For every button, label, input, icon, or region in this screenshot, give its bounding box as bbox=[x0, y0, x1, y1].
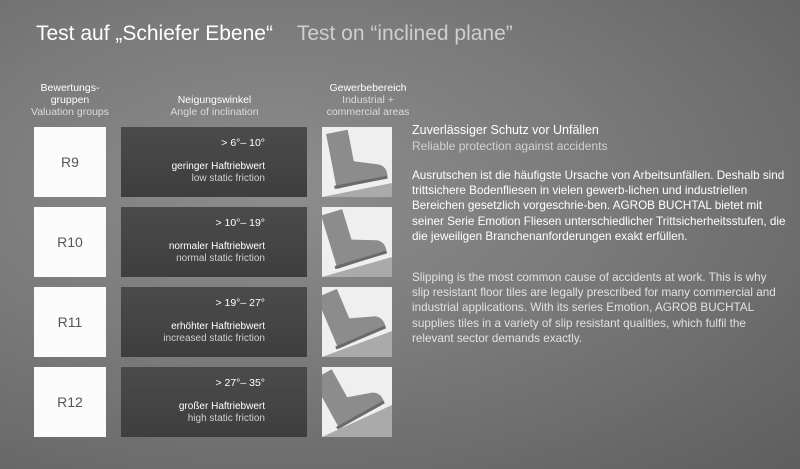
title-german: Test auf „Schiefer Ebene“ bbox=[36, 22, 273, 45]
header-area-de: Gewerbebereich bbox=[329, 82, 407, 94]
group-cell: R10 bbox=[34, 207, 106, 277]
content-heading-en: Reliable protection against accidents bbox=[412, 139, 608, 153]
angle-range: > 27°– 35° bbox=[215, 377, 265, 389]
angle-cell bbox=[121, 367, 307, 437]
table-row bbox=[0, 127, 400, 201]
header-area-en-line2: commercial areas bbox=[326, 106, 410, 118]
group-cell: R9 bbox=[34, 127, 106, 197]
header-angle bbox=[122, 94, 307, 118]
header-groups-de bbox=[28, 82, 112, 106]
angle-range: > 6°– 10° bbox=[221, 137, 265, 149]
friction-de: normaler Haftriebwert bbox=[168, 241, 265, 252]
boot-on-ramp-icon bbox=[322, 127, 392, 197]
group-cell: R12 bbox=[34, 367, 106, 437]
angle-cell bbox=[121, 127, 307, 197]
boot-on-ramp-icon bbox=[322, 367, 392, 437]
friction-de: großer Haftriebwert bbox=[178, 401, 265, 412]
title-english: Test on “inclined plane” bbox=[296, 22, 513, 45]
content-heading-de: Zuverlässiger Schutz vor Unfällen bbox=[412, 123, 599, 137]
table-row bbox=[0, 287, 400, 361]
friction-en: normal static friction bbox=[176, 253, 265, 264]
boot-on-ramp-icon bbox=[322, 287, 392, 357]
header-groups-en: Valuation groups bbox=[30, 106, 110, 118]
friction-en: increased static friction bbox=[163, 333, 265, 344]
angle-range: > 10°– 19° bbox=[215, 217, 265, 229]
header-angle-en: Angle of inclination bbox=[170, 106, 259, 118]
angle-range: > 19°– 27° bbox=[215, 297, 265, 309]
boot-on-ramp-icon bbox=[322, 207, 392, 277]
page-title bbox=[36, 22, 513, 46]
header-area-en-line1: Industrial + bbox=[342, 94, 394, 106]
group-cell: R11 bbox=[34, 287, 106, 357]
header-area bbox=[318, 82, 418, 118]
header-groups-de-line1: Bewertungs- bbox=[40, 82, 100, 94]
table-row bbox=[0, 367, 400, 441]
header-groups-de-line2: gruppen bbox=[50, 94, 90, 106]
paragraph-en: Slipping is the most common cause of accidents at work. This is why slip resistant floor tiles are legally prescribed for many commercial and industrial applications. With its series Emotion, AGROB BUCHTAL supplies tiles in a variety of slip resistant qualities, which fulfil the relevant sector demands exactly. bbox=[412, 271, 776, 345]
friction-de: erhöhter Haftriebwert bbox=[171, 321, 265, 332]
friction-de: geringer Haftriebwert bbox=[171, 161, 265, 172]
angle-cell bbox=[121, 207, 307, 277]
table-row bbox=[0, 207, 400, 281]
friction-en: low static friction bbox=[191, 173, 265, 184]
header-valuation-groups bbox=[28, 82, 112, 118]
header-angle-de: Neigungswinkel bbox=[177, 94, 252, 106]
angle-cell bbox=[121, 287, 307, 357]
friction-en: high static friction bbox=[187, 413, 265, 424]
paragraph-de: Ausrutschen ist die häufigste Ursache von Arbeitsunfällen. Deshalb sind trittsichere Bodenfliesen in vielen gewerb-lichen und industriellen Bereichen gesetzlich vorgeschrie-ben. AGROB BUCHTAL bietet mit seiner Serie Emotion Fliesen unterschiedlicher Trittsicherheitsstufen, die die jeweiligen Branchenanforderungen exakt erfüllen. bbox=[412, 169, 786, 243]
header-area-en bbox=[318, 94, 418, 118]
